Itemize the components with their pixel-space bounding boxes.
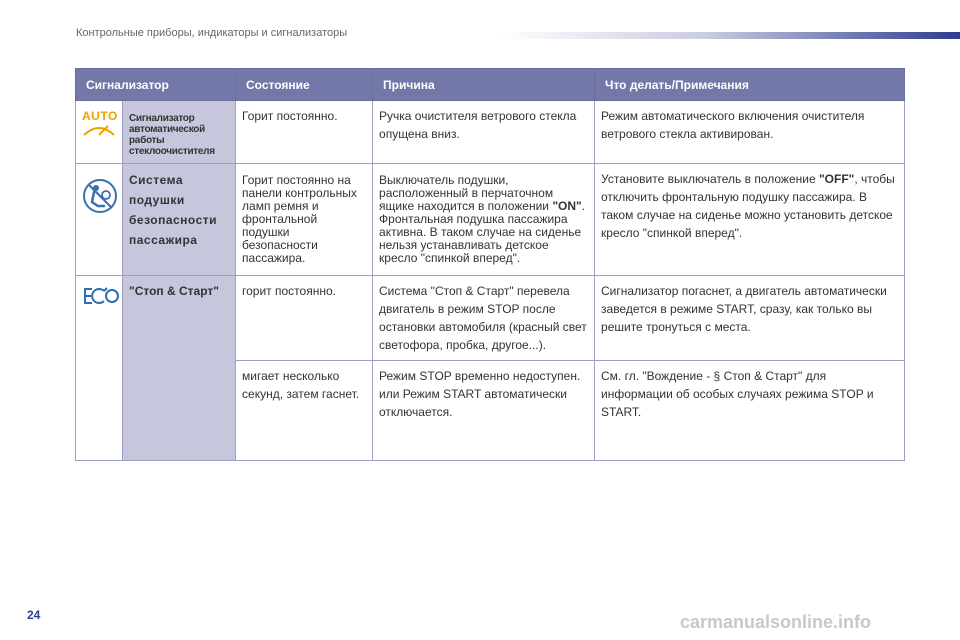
action-cell: Сигнализатор погаснет, а двигатель автоматически заведется в режиме START, сразу, как только вы решите тронуться с места.	[595, 276, 905, 361]
indicator-name: Система подушки безопасности пассажира	[129, 173, 218, 247]
icon-cell	[76, 164, 123, 276]
page-header-title: Контрольные приборы, индикаторы и сигнализаторы	[76, 27, 348, 39]
state-cell: горит постоянно.	[236, 276, 373, 361]
table-row	[76, 276, 905, 361]
column-header-cause: Причина	[373, 69, 595, 101]
indicator-name-cell	[123, 276, 236, 461]
cause-cell: Ручка очистителя ветрового стекла опущена вниз.	[373, 101, 595, 164]
watermark: carmanualsonline.info	[680, 612, 872, 632]
icon-cell	[76, 276, 123, 461]
cause-cell: Режим STOP временно недоступен. или Режим START автоматически отключается.	[373, 361, 595, 461]
indicator-table	[75, 68, 905, 461]
header-gradient-bar	[500, 32, 960, 39]
action-cell: Установите выключатель в положение "OFF", чтобы отключить фронтальную подушку пассажира. В таком случае на сиденье можно установить детское кресло "спинкой вперед".	[595, 164, 905, 276]
action-cell: См. гл. "Вождение - § Стоп & Старт" для информации об особых случаях режима STOP и START.	[595, 361, 905, 461]
indicator-name-cell	[123, 164, 236, 276]
state-cell	[236, 164, 373, 276]
state-cell: Горит постоянно.	[236, 101, 373, 164]
indicator-name: "Стоп & Старт"	[129, 284, 219, 298]
on-position-label: "ON"	[552, 199, 582, 213]
state-text: Горит постоянно на панели контрольных ламп ремня и фронтальной подушки безопасности пассажира.	[242, 173, 357, 265]
cause-cell: Система "Стоп & Старт" перевела двигатель в режим STOP после остановки автомобиля (красный свет светофора, пробка, другое...).	[373, 276, 595, 361]
column-header-action: Что делать/Примечания	[595, 69, 905, 101]
airbag-off-icon	[82, 178, 118, 214]
action-cell: Режим автоматического включения очистителя ветрового стекла активирован.	[595, 101, 905, 164]
cause-cell	[373, 164, 595, 276]
indicator-name: Сигнализатор автоматической работы стеклоочистителя	[129, 113, 215, 157]
icon-cell	[76, 101, 123, 164]
cause-text: Выключатель подушки, расположенный в перчаточном ящике находится в положении "ON". Фронтальная подушка пассажира активна. В таком случае на сиденье нельзя устанавливать детское кресло "спинкой вперед".	[379, 173, 586, 265]
auto-icon-text: AUTO	[82, 109, 118, 123]
table-row	[76, 101, 905, 164]
table-row	[76, 164, 905, 276]
eco-icon	[82, 286, 120, 306]
table-header-row	[76, 69, 905, 101]
column-header-indicator: Сигнализатор	[76, 69, 236, 101]
column-header-state: Состояние	[236, 69, 373, 101]
state-cell: мигает несколько секунд, затем гаснет.	[236, 361, 373, 461]
off-position-label: "OFF"	[818, 172, 855, 186]
wiper-auto-icon	[82, 107, 118, 137]
indicator-name-cell	[123, 101, 236, 164]
page-number: 24	[27, 608, 41, 622]
